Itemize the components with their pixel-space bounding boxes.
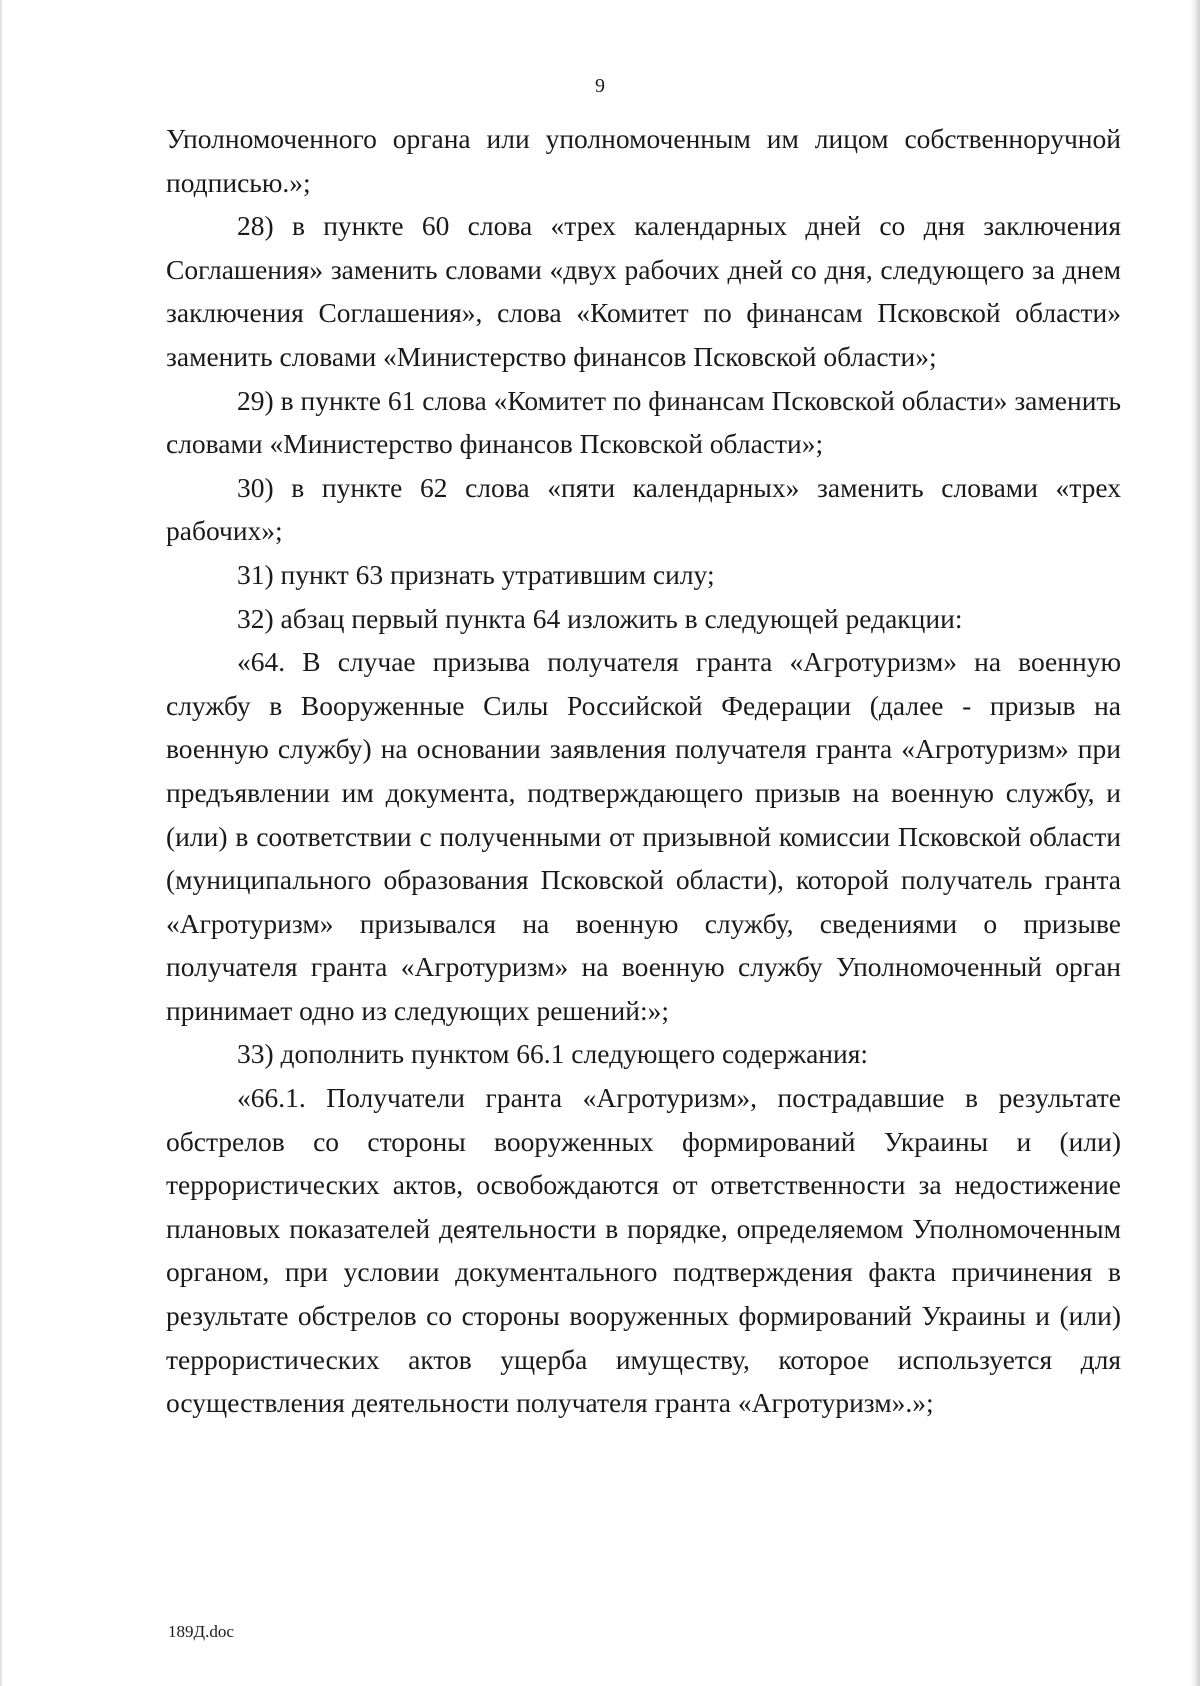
paragraph-clause-64: «64. В случае призыва получателя гранта «Агротуризм» на военную службу в Вооруженные Силы Российской Федерации (далее - призыв на военную службу) на основании заявления получателя гранта «Агротуризм» при предъявлении им документа, подтверждающего призыв на военную службу, и (или) в соответствии с полученными от призывной комиссии Псковской области (муниципального образования Псковской области), которой получатель гранта «Агротуризм» призывался на военную службу, сведениями о призыве получателя гранта «Агротуризм» на военную службу Уполномоченный орган принимает одно из следующих решений:»; [166,646,1121,1026]
paragraph-clause-66-1: «66.1. Получатели гранта «Агротуризм», пострадавшие в результате обстрелов со стороны вооруженных формирований Украины и (или) террористических актов, освобождаются от ответственности за недостижение плановых показателей деятельности в порядке, определяемом Уполномоченным органом, при условии документального подтверждения факта причинения в результате обстрелов со стороны вооруженных формирований Украины и (или) террористических актов ущерба имуществу, которое используется для осуществления деятельности получателя гранта «Агротуризм».»; [166,1082,1121,1419]
scan-edge-right [1190,0,1200,1686]
scan-edge-left [0,0,3,1686]
paragraph-item-33: 33) дополнить пунктом 66.1 следующего содержания: [237,1038,869,1070]
page-number: 9 [595,75,605,97]
paragraph-continuation: Уполномоченного органа или уполномоченным им лицом собственноручной подписью.»; [166,123,1121,198]
paragraph-item-28: 28) в пункте 60 слова «трех календарных дней со дня заключения Соглашения» заменить словами «двух рабочих дней со дня, следующего за днем заключения Соглашения», слова «Комитет по финансам Псковской области» заменить словами «Министерство финансов Псковской области»; [166,210,1121,372]
paragraph-item-31: 31) пункт 63 признать утратившим силу; [237,558,715,590]
footer-file-name: 189Д.doc [168,1622,234,1641]
paragraph-item-32: 32) абзац первый пункта 64 изложить в следующей редакции: [237,602,963,634]
paragraph-item-30: 30) в пункте 62 слова «пяти календарных» заменить словами «трех рабочих»; [166,471,1121,547]
document-body [166,117,1121,1425]
paragraph-item-29: 29) в пункте 61 слова «Комитет по финансам Псковской области» заменить словами «Министерство финансов Псковской области»; [166,384,1121,460]
